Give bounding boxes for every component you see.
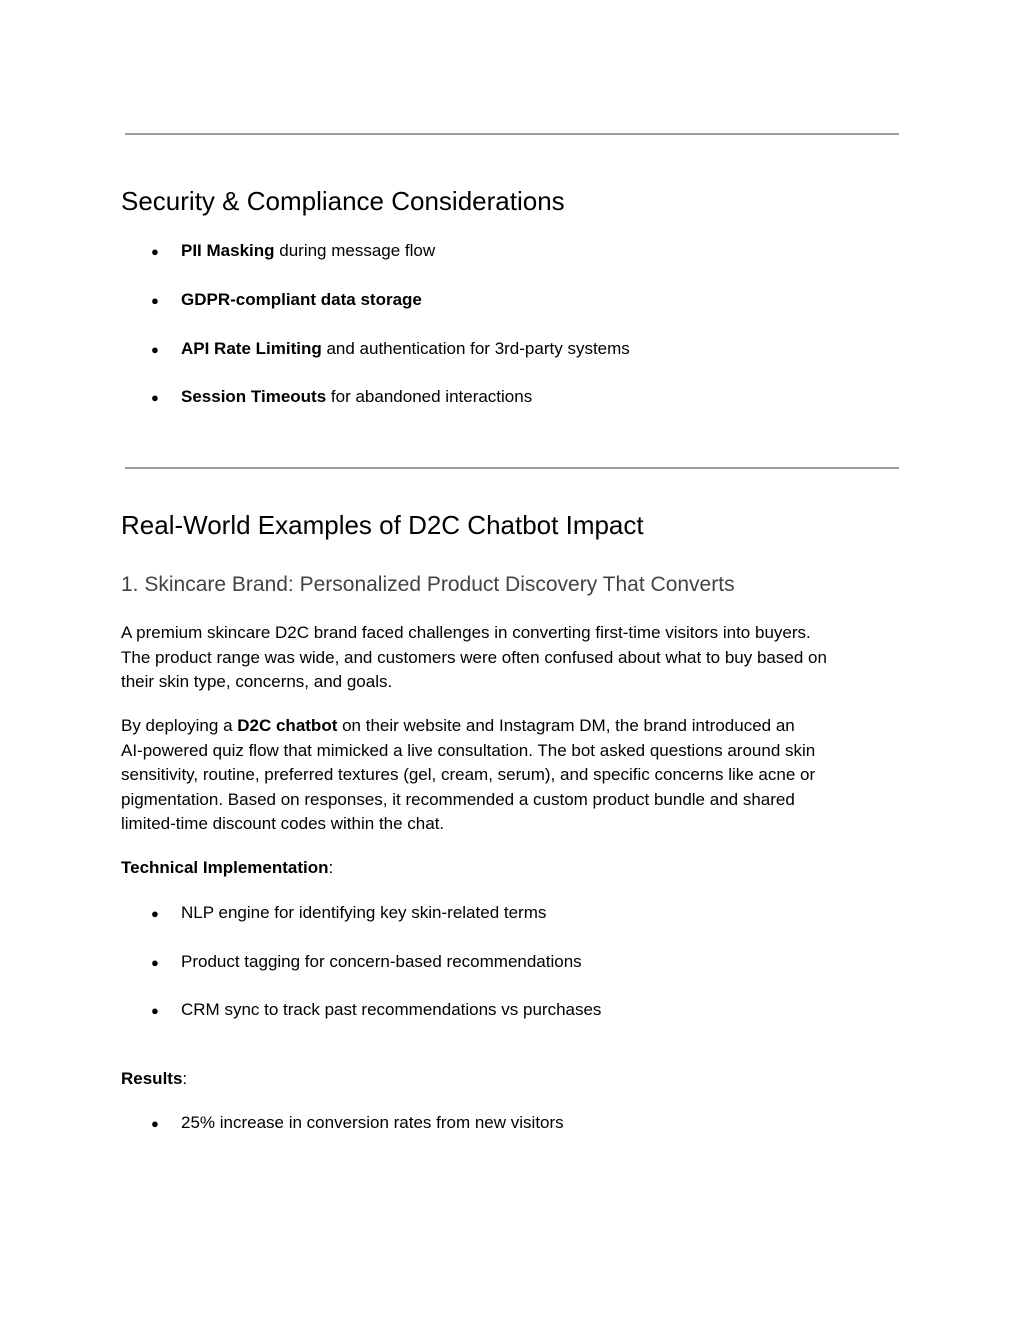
paragraph-text: on their website and Instagram DM, the brand introduced an (337, 716, 795, 735)
list-item (151, 951, 582, 974)
paragraph-line: sensitivity, routine, preferred textures (gel, cream, serum), and specific concerns like acne or (121, 765, 816, 784)
list-item (151, 338, 630, 361)
bullet-text: Product tagging for concern-based recommendations (181, 952, 582, 971)
security-heading: Security & Compliance Considerations (121, 186, 565, 216)
label-colon: : (328, 858, 334, 877)
list-item (151, 999, 601, 1022)
label-bold-text: Results (121, 1069, 183, 1088)
deployment-paragraph (121, 714, 896, 837)
horizontal-divider-middle (125, 467, 899, 469)
list-item (151, 289, 422, 312)
list-item (151, 386, 532, 409)
bullet-text: and authentication for 3rd-party systems (321, 339, 630, 358)
paragraph-line: their skin type, concerns, and goals. (121, 672, 393, 691)
list-item (151, 240, 435, 263)
bullet-icon: ● (151, 293, 159, 308)
label-colon: : (182, 1069, 188, 1088)
bullet-text: CRM sync to track past recommendations vs purchases (181, 1000, 602, 1019)
bullet-bold-text: GDPR-compliant data storage (181, 290, 422, 309)
list-item (151, 1112, 564, 1135)
bullet-bold-text: Session Timeouts (181, 387, 327, 406)
paragraph-line: A premium skincare D2C brand faced challenges in converting first-time visitors into buyers. (121, 623, 811, 642)
bullet-icon: ● (151, 244, 159, 259)
bullet-icon: ● (151, 906, 159, 921)
bullet-icon: ● (151, 342, 159, 357)
bullet-text: during message flow (274, 241, 436, 260)
horizontal-divider-top (125, 133, 899, 135)
paragraph-line: The product range was wide, and customers were often confused about what to buy based on (121, 647, 827, 667)
bullet-text: NLP engine for identifying key skin-related terms (181, 903, 547, 922)
bullet-icon: ● (151, 1116, 159, 1131)
paragraph-line: pigmentation. Based on responses, it recommended a custom product bundle and shared (121, 789, 795, 809)
label-bold-text: Technical Implementation (121, 858, 329, 877)
bullet-icon: ● (151, 1003, 159, 1018)
examples-heading: Real-World Examples of D2C Chatbot Impact (121, 510, 644, 540)
paragraph-bold-text: D2C chatbot (237, 716, 338, 735)
bullet-bold-text: API Rate Limiting (181, 339, 322, 358)
example-subheading: 1. Skincare Brand: Personalized Product Discovery That Converts (121, 573, 735, 596)
bullet-icon: ● (151, 955, 159, 970)
intro-paragraph (121, 621, 896, 695)
paragraph-line: limited-time discount codes within the chat. (121, 814, 445, 833)
bullet-bold-text: PII Masking (181, 241, 275, 260)
paragraph-text: By deploying a (121, 716, 238, 735)
paragraph-line: AI-powered quiz flow that mimicked a live consultation. The bot asked questions around skin (121, 740, 816, 760)
bullet-icon: ● (151, 390, 159, 405)
technical-implementation-label (121, 856, 896, 881)
bullet-text: 25% increase in conversion rates from new visitors (181, 1113, 564, 1132)
results-label (121, 1067, 896, 1092)
bullet-text: for abandoned interactions (326, 387, 533, 406)
list-item (151, 902, 546, 925)
